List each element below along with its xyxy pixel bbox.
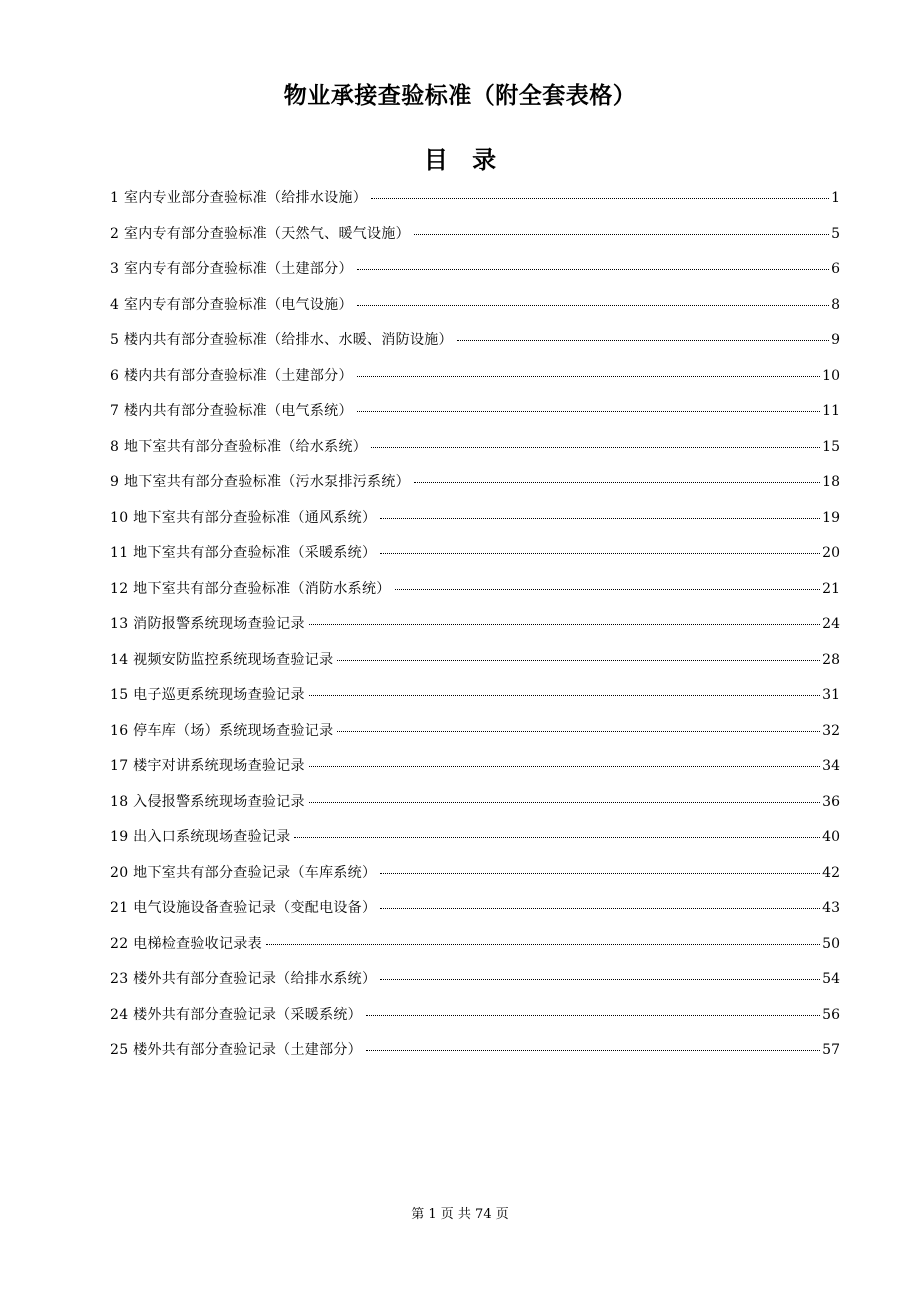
toc-dot-leader [337, 660, 820, 661]
toc-entry-page-number: 10 [822, 367, 840, 384]
toc-entry-page-number: 31 [822, 687, 840, 703]
toc-entry-page-number: 40 [822, 829, 840, 845]
toc-entry-label: 25 楼外共有部分查验记录（土建部分） [110, 1042, 362, 1058]
toc-entry-page-number: 5 [831, 225, 840, 242]
toc-entry-label: 20 地下室共有部分查验记录（车库系统） [110, 864, 377, 881]
toc-entry-label: 15 电子巡更系统现场查验记录 [110, 687, 305, 703]
toc-entry[interactable] [110, 183, 840, 219]
toc-entry-page-number: 57 [822, 1042, 840, 1058]
toc-entry[interactable] [110, 858, 840, 894]
toc-entry-label: 23 楼外共有部分查验记录（给排水系统） [110, 971, 377, 987]
toc-entry-label: 7 楼内共有部分查验标准（电气系统） [110, 403, 353, 419]
toc-dot-leader [337, 731, 820, 732]
toc-dot-leader [395, 589, 821, 590]
toc-entry[interactable] [110, 361, 840, 397]
toc-dot-leader [457, 340, 829, 341]
toc-entry[interactable] [110, 645, 840, 681]
toc-heading: 目 录 [423, 146, 497, 174]
toc-entry-label: 14 视频安防监控系统现场查验记录 [110, 651, 334, 668]
toc-dot-leader [294, 837, 820, 838]
toc-dot-leader [357, 269, 829, 270]
toc-entry-label: 2 室内专有部分查验标准（天然气、暖气设施） [110, 225, 410, 242]
toc-entry-label: 5 楼内共有部分查验标准（给排水、水暖、消防设施） [110, 332, 453, 348]
toc-entry-label: 18 入侵报警系统现场查验记录 [110, 793, 305, 810]
toc-entry-page-number: 6 [831, 261, 840, 277]
toc-entry[interactable] [110, 574, 840, 610]
toc-dot-leader [357, 305, 829, 306]
toc-entry-page-number: 21 [822, 580, 840, 597]
toc-entry[interactable] [110, 822, 840, 858]
toc-entry-page-number: 42 [822, 864, 840, 881]
toc-entry-page-number: 9 [831, 332, 840, 348]
toc-entry-page-number: 32 [822, 722, 840, 739]
toc-dot-leader [380, 518, 820, 519]
toc-entry[interactable] [110, 716, 840, 752]
toc-dot-leader [380, 553, 820, 554]
toc-dot-leader [266, 944, 820, 945]
toc-entry-label: 3 室内专有部分查验标准（土建部分） [110, 261, 353, 277]
toc-entry[interactable] [110, 467, 840, 503]
toc-dot-leader [366, 1015, 820, 1016]
toc-entry-page-number: 15 [822, 438, 840, 455]
toc-entry[interactable] [110, 538, 840, 574]
toc-entry-label: 22 电梯检查验收记录表 [110, 935, 262, 952]
toc-entry-page-number: 11 [822, 403, 840, 419]
toc-entry-label: 16 停车库（场）系统现场查验记录 [110, 722, 334, 739]
toc-entry-label: 24 楼外共有部分查验记录（采暖系统） [110, 1006, 362, 1023]
toc-entry[interactable] [110, 432, 840, 468]
toc-entry[interactable] [110, 609, 840, 645]
toc-entry[interactable] [110, 503, 840, 539]
toc-entry-page-number: 8 [831, 296, 840, 313]
toc-dot-leader [357, 411, 820, 412]
toc-entry-page-number: 36 [822, 793, 840, 810]
toc-entry[interactable] [110, 290, 840, 326]
table-of-contents [110, 183, 840, 1071]
toc-dot-leader [309, 624, 820, 625]
toc-entry[interactable] [110, 929, 840, 965]
toc-entry-label: 19 出入口系统现场查验记录 [110, 829, 291, 845]
toc-dot-leader [380, 979, 820, 980]
toc-entry-label: 4 室内专有部分查验标准（电气设施） [110, 296, 353, 313]
toc-entry-page-number: 19 [822, 509, 840, 526]
toc-entry-page-number: 20 [822, 545, 840, 561]
toc-entry-label: 13 消防报警系统现场查验记录 [110, 616, 305, 632]
toc-entry-page-number: 1 [831, 190, 840, 206]
toc-entry[interactable] [110, 325, 840, 361]
toc-entry[interactable] [110, 219, 840, 255]
toc-entry-page-number: 54 [822, 971, 840, 987]
toc-entry-label: 6 楼内共有部分查验标准（土建部分） [110, 367, 353, 384]
toc-entry[interactable] [110, 893, 840, 929]
toc-entry[interactable] [110, 787, 840, 823]
toc-entry-page-number: 24 [822, 616, 840, 632]
toc-entry-label: 9 地下室共有部分查验标准（污水泵排污系统） [110, 474, 410, 490]
toc-dot-leader [357, 376, 820, 377]
toc-dot-leader [380, 873, 820, 874]
toc-dot-leader [309, 695, 820, 696]
toc-entry-page-number: 43 [822, 900, 840, 916]
toc-entry[interactable] [110, 751, 840, 787]
toc-entry-page-number: 34 [822, 758, 840, 774]
toc-dot-leader [309, 766, 820, 767]
toc-dot-leader [371, 447, 820, 448]
toc-entry-label: 10 地下室共有部分查验标准（通风系统） [110, 509, 377, 526]
toc-entry[interactable] [110, 254, 840, 290]
toc-dot-leader [371, 198, 829, 199]
toc-dot-leader [366, 1050, 820, 1051]
toc-entry[interactable] [110, 396, 840, 432]
toc-dot-leader [414, 482, 820, 483]
toc-entry-label: 17 楼宇对讲系统现场查验记录 [110, 758, 305, 774]
toc-entry-label: 8 地下室共有部分查验标准（给水系统） [110, 438, 368, 455]
toc-entry-label: 1 室内专业部分查验标准（给排水设施） [110, 190, 368, 206]
toc-entry-label: 21 电气设施设备查验记录（变配电设备） [110, 900, 377, 916]
toc-entry-page-number: 28 [822, 651, 840, 668]
toc-entry[interactable] [110, 964, 840, 1000]
toc-entry-page-number: 18 [822, 474, 840, 490]
toc-dot-leader [380, 908, 820, 909]
toc-dot-leader [309, 802, 820, 803]
toc-entry[interactable] [110, 680, 840, 716]
document-title: 物业承接查验标准（附全套表格） [283, 83, 637, 109]
toc-entry-label: 11 地下室共有部分查验标准（采暖系统） [110, 545, 377, 561]
page-footer: 第 1 页 共 74 页 [411, 1207, 509, 1222]
toc-entry[interactable] [110, 1035, 840, 1071]
toc-entry-page-number: 50 [822, 935, 840, 952]
toc-entry-label: 12 地下室共有部分查验标准（消防水系统） [110, 580, 391, 597]
toc-entry[interactable] [110, 1000, 840, 1036]
toc-dot-leader [414, 234, 829, 235]
toc-entry-page-number: 56 [822, 1006, 840, 1023]
